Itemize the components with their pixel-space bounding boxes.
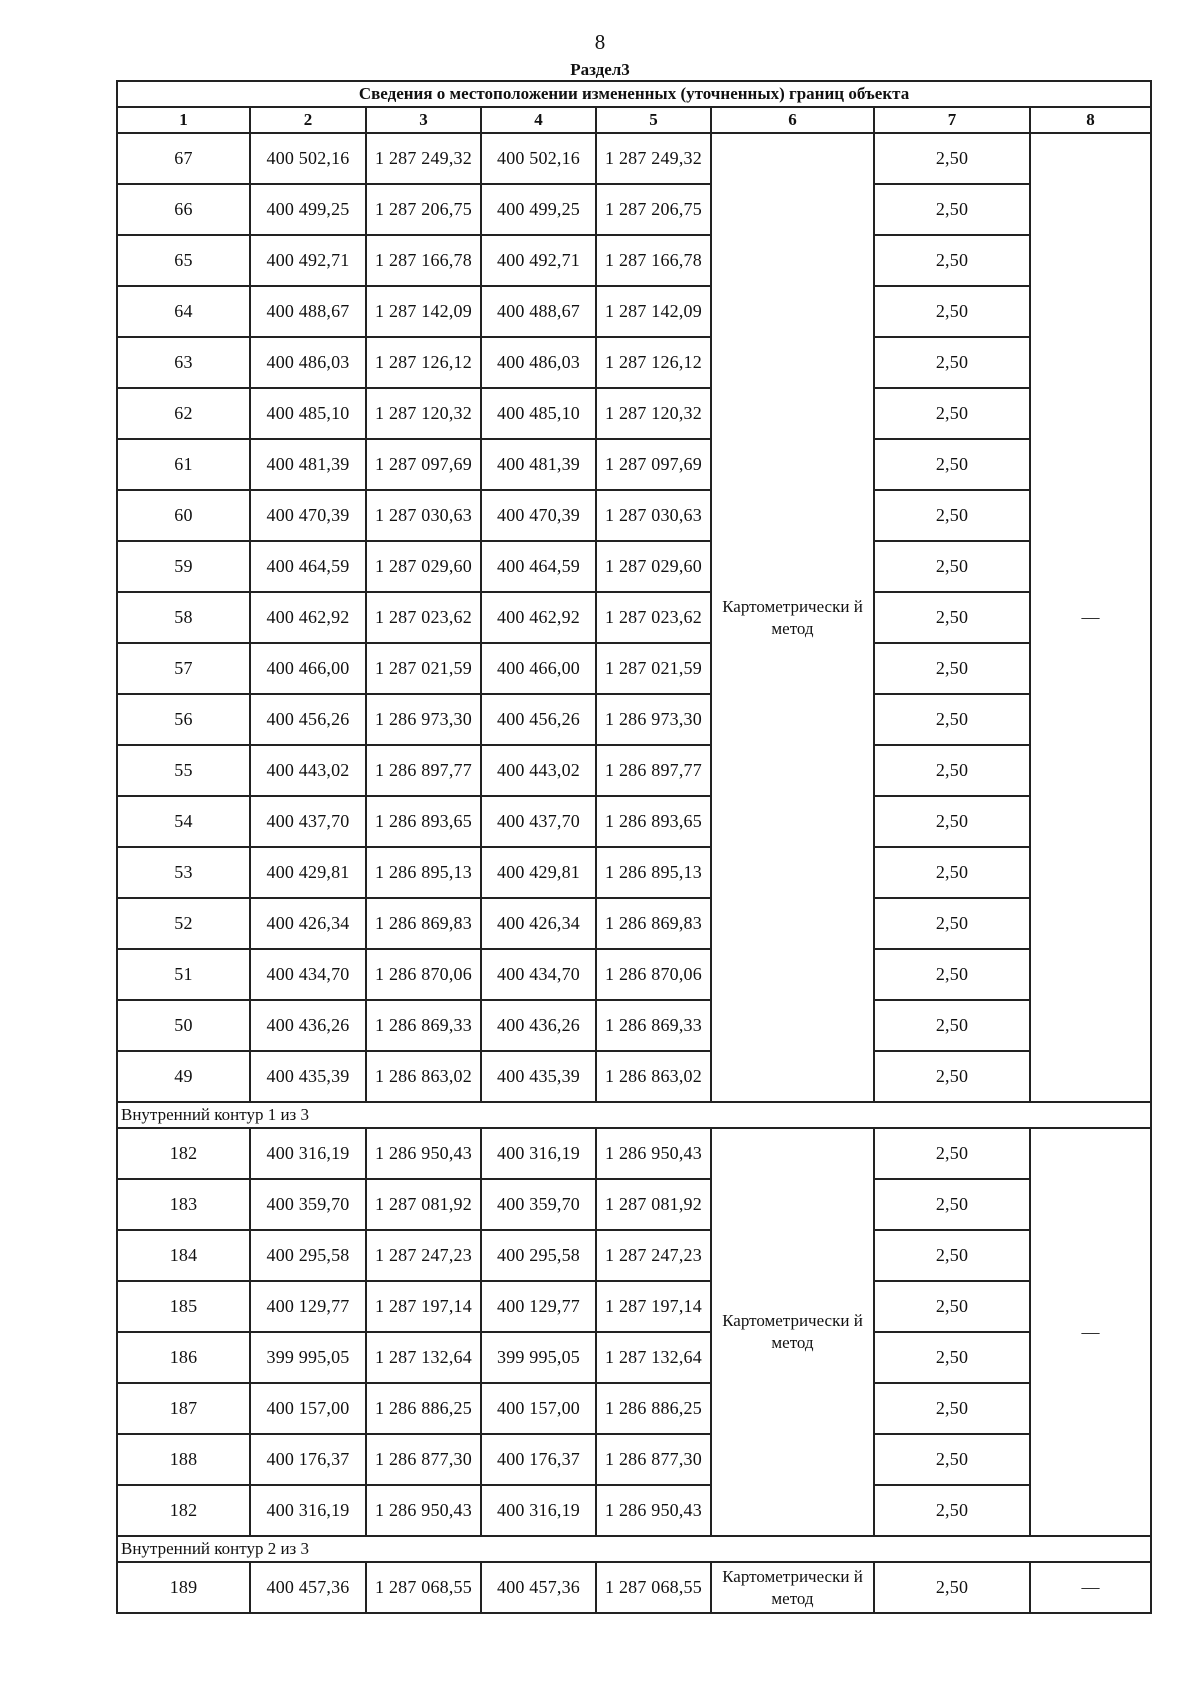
x-existing-cell: 400 316,19 — [250, 1128, 366, 1179]
x-existing-cell: 400 462,92 — [250, 592, 366, 643]
notes-cell: — — [1030, 133, 1151, 1102]
x-existing-cell: 400 443,02 — [250, 745, 366, 796]
y-refined-cell: 1 287 081,92 — [596, 1179, 711, 1230]
y-existing-cell: 1 287 126,12 — [366, 337, 481, 388]
column-header: 7 — [874, 107, 1030, 133]
accuracy-cell: 2,50 — [874, 694, 1030, 745]
section-title: Раздел3 — [570, 60, 630, 79]
y-existing-cell: 1 286 950,43 — [366, 1128, 481, 1179]
x-existing-cell: 400 466,00 — [250, 643, 366, 694]
accuracy-cell: 2,50 — [874, 949, 1030, 1000]
table-row — [117, 1383, 1151, 1434]
y-existing-cell: 1 287 166,78 — [366, 235, 481, 286]
x-existing-cell: 400 457,36 — [250, 1562, 366, 1613]
x-existing-cell: 400 456,26 — [250, 694, 366, 745]
column-header: 6 — [711, 107, 874, 133]
table-row — [117, 643, 1151, 694]
column-header: 3 — [366, 107, 481, 133]
accuracy-cell: 2,50 — [874, 286, 1030, 337]
y-existing-cell: 1 287 081,92 — [366, 1179, 481, 1230]
column-header: 4 — [481, 107, 596, 133]
accuracy-cell: 2,50 — [874, 388, 1030, 439]
contour-label: Внутренний контур 1 из 3 — [117, 1102, 1151, 1128]
x-refined-cell: 400 316,19 — [481, 1485, 596, 1536]
y-refined-cell: 1 287 068,55 — [596, 1562, 711, 1613]
point-number-cell: 189 — [117, 1562, 250, 1613]
x-refined-cell: 400 176,37 — [481, 1434, 596, 1485]
y-refined-cell: 1 287 249,32 — [596, 133, 711, 184]
x-refined-cell: 400 295,58 — [481, 1230, 596, 1281]
accuracy-cell: 2,50 — [874, 439, 1030, 490]
table-row — [117, 1051, 1151, 1102]
method-cell: Картометрически й метод — [711, 1128, 874, 1536]
y-existing-cell: 1 287 206,75 — [366, 184, 481, 235]
table-row — [117, 439, 1151, 490]
accuracy-cell: 2,50 — [874, 1281, 1030, 1332]
x-refined-cell: 400 359,70 — [481, 1179, 596, 1230]
x-refined-cell: 400 464,59 — [481, 541, 596, 592]
accuracy-cell: 2,50 — [874, 796, 1030, 847]
x-refined-cell: 400 426,34 — [481, 898, 596, 949]
y-existing-cell: 1 286 893,65 — [366, 796, 481, 847]
y-refined-cell: 1 287 126,12 — [596, 337, 711, 388]
point-number-cell: 52 — [117, 898, 250, 949]
table-row — [117, 796, 1151, 847]
y-existing-cell: 1 287 023,62 — [366, 592, 481, 643]
x-refined-cell: 400 435,39 — [481, 1051, 596, 1102]
x-existing-cell: 400 435,39 — [250, 1051, 366, 1102]
y-refined-cell: 1 286 895,13 — [596, 847, 711, 898]
point-number-cell: 188 — [117, 1434, 250, 1485]
table-row — [117, 184, 1151, 235]
point-number-cell: 186 — [117, 1332, 250, 1383]
table-row — [117, 745, 1151, 796]
column-header: 8 — [1030, 107, 1151, 133]
table-row — [117, 1332, 1151, 1383]
y-refined-cell: 1 287 120,32 — [596, 388, 711, 439]
x-refined-cell: 400 470,39 — [481, 490, 596, 541]
table-row — [117, 337, 1151, 388]
x-refined-cell: 400 486,03 — [481, 337, 596, 388]
page-number: 8 — [594, 30, 606, 54]
point-number-cell: 62 — [117, 388, 250, 439]
table-caption: Сведения о местоположении измененных (уточненных) границ объекта — [117, 81, 1151, 107]
y-existing-cell: 1 286 895,13 — [366, 847, 481, 898]
x-refined-cell: 400 502,16 — [481, 133, 596, 184]
x-existing-cell: 400 176,37 — [250, 1434, 366, 1485]
accuracy-cell: 2,50 — [874, 847, 1030, 898]
table-row — [117, 1179, 1151, 1230]
notes-cell: — — [1030, 1128, 1151, 1536]
x-refined-cell: 400 481,39 — [481, 439, 596, 490]
y-existing-cell: 1 286 897,77 — [366, 745, 481, 796]
table-row — [117, 388, 1151, 439]
x-refined-cell: 400 488,67 — [481, 286, 596, 337]
table-row — [117, 235, 1151, 286]
table-row — [117, 694, 1151, 745]
contour-label: Внутренний контур 2 из 3 — [117, 1536, 1151, 1562]
y-refined-cell: 1 286 950,43 — [596, 1485, 711, 1536]
x-existing-cell: 400 359,70 — [250, 1179, 366, 1230]
table-row — [117, 1485, 1151, 1536]
x-refined-cell: 400 499,25 — [481, 184, 596, 235]
x-existing-cell: 400 464,59 — [250, 541, 366, 592]
x-refined-cell: 400 466,00 — [481, 643, 596, 694]
y-refined-cell: 1 286 877,30 — [596, 1434, 711, 1485]
point-number-cell: 65 — [117, 235, 250, 286]
table-row — [117, 949, 1151, 1000]
x-refined-cell: 400 456,26 — [481, 694, 596, 745]
x-existing-cell: 400 434,70 — [250, 949, 366, 1000]
table-row — [117, 1230, 1151, 1281]
table-row — [117, 1562, 1151, 1613]
x-existing-cell: 400 429,81 — [250, 847, 366, 898]
point-number-cell: 54 — [117, 796, 250, 847]
x-refined-cell: 400 429,81 — [481, 847, 596, 898]
y-existing-cell: 1 286 950,43 — [366, 1485, 481, 1536]
accuracy-cell: 2,50 — [874, 898, 1030, 949]
x-refined-cell: 400 443,02 — [481, 745, 596, 796]
y-existing-cell: 1 286 863,02 — [366, 1051, 481, 1102]
x-refined-cell: 400 436,26 — [481, 1000, 596, 1051]
y-refined-cell: 1 287 029,60 — [596, 541, 711, 592]
accuracy-cell: 2,50 — [874, 1332, 1030, 1383]
x-existing-cell: 400 295,58 — [250, 1230, 366, 1281]
accuracy-cell: 2,50 — [874, 745, 1030, 796]
accuracy-cell: 2,50 — [874, 1230, 1030, 1281]
table-row — [117, 133, 1151, 184]
point-number-cell: 184 — [117, 1230, 250, 1281]
y-existing-cell: 1 286 973,30 — [366, 694, 481, 745]
point-number-cell: 60 — [117, 490, 250, 541]
point-number-cell: 56 — [117, 694, 250, 745]
x-existing-cell: 400 426,34 — [250, 898, 366, 949]
y-refined-cell: 1 286 893,65 — [596, 796, 711, 847]
table-caption-row — [117, 81, 1151, 107]
y-existing-cell: 1 287 030,63 — [366, 490, 481, 541]
y-existing-cell: 1 287 132,64 — [366, 1332, 481, 1383]
x-existing-cell: 400 492,71 — [250, 235, 366, 286]
y-existing-cell: 1 287 097,69 — [366, 439, 481, 490]
accuracy-cell: 2,50 — [874, 1128, 1030, 1179]
point-number-cell: 66 — [117, 184, 250, 235]
x-refined-cell: 400 492,71 — [481, 235, 596, 286]
point-number-cell: 53 — [117, 847, 250, 898]
y-refined-cell: 1 286 863,02 — [596, 1051, 711, 1102]
contour-label-row — [117, 1536, 1151, 1562]
point-number-cell: 63 — [117, 337, 250, 388]
y-existing-cell: 1 287 247,23 — [366, 1230, 481, 1281]
accuracy-cell: 2,50 — [874, 235, 1030, 286]
accuracy-cell: 2,50 — [874, 1562, 1030, 1613]
y-existing-cell: 1 286 869,33 — [366, 1000, 481, 1051]
x-existing-cell: 400 129,77 — [250, 1281, 366, 1332]
x-refined-cell: 400 462,92 — [481, 592, 596, 643]
table-row — [117, 490, 1151, 541]
x-refined-cell: 399 995,05 — [481, 1332, 596, 1383]
table-row — [117, 898, 1151, 949]
x-existing-cell: 400 157,00 — [250, 1383, 366, 1434]
x-refined-cell: 400 485,10 — [481, 388, 596, 439]
y-existing-cell: 1 287 068,55 — [366, 1562, 481, 1613]
column-header: 1 — [117, 107, 250, 133]
point-number-cell: 59 — [117, 541, 250, 592]
contour-label-row — [117, 1102, 1151, 1128]
column-header: 5 — [596, 107, 711, 133]
table-row — [117, 1281, 1151, 1332]
notes-cell: — — [1030, 1562, 1151, 1613]
table-row — [117, 592, 1151, 643]
accuracy-cell: 2,50 — [874, 184, 1030, 235]
table-row — [117, 1128, 1151, 1179]
column-header: 2 — [250, 107, 366, 133]
y-refined-cell: 1 286 869,83 — [596, 898, 711, 949]
y-refined-cell: 1 286 886,25 — [596, 1383, 711, 1434]
point-number-cell: 67 — [117, 133, 250, 184]
accuracy-cell: 2,50 — [874, 592, 1030, 643]
y-refined-cell: 1 286 950,43 — [596, 1128, 711, 1179]
point-number-cell: 49 — [117, 1051, 250, 1102]
y-refined-cell: 1 287 021,59 — [596, 643, 711, 694]
x-existing-cell: 400 499,25 — [250, 184, 366, 235]
y-refined-cell: 1 286 973,30 — [596, 694, 711, 745]
table-row — [117, 847, 1151, 898]
y-refined-cell: 1 286 869,33 — [596, 1000, 711, 1051]
x-refined-cell: 400 457,36 — [481, 1562, 596, 1613]
x-refined-cell: 400 316,19 — [481, 1128, 596, 1179]
point-number-cell: 61 — [117, 439, 250, 490]
point-number-cell: 57 — [117, 643, 250, 694]
table-body — [117, 81, 1151, 1613]
x-existing-cell: 400 436,26 — [250, 1000, 366, 1051]
y-existing-cell: 1 286 869,83 — [366, 898, 481, 949]
x-existing-cell: 400 486,03 — [250, 337, 366, 388]
y-existing-cell: 1 287 197,14 — [366, 1281, 481, 1332]
accuracy-cell: 2,50 — [874, 1434, 1030, 1485]
y-existing-cell: 1 287 142,09 — [366, 286, 481, 337]
accuracy-cell: 2,50 — [874, 1383, 1030, 1434]
y-refined-cell: 1 287 166,78 — [596, 235, 711, 286]
accuracy-cell: 2,50 — [874, 1051, 1030, 1102]
x-existing-cell: 400 470,39 — [250, 490, 366, 541]
point-number-cell: 187 — [117, 1383, 250, 1434]
table-row — [117, 1000, 1151, 1051]
table-row — [117, 286, 1151, 337]
point-number-cell: 58 — [117, 592, 250, 643]
x-existing-cell: 400 437,70 — [250, 796, 366, 847]
x-existing-cell: 400 485,10 — [250, 388, 366, 439]
x-refined-cell: 400 157,00 — [481, 1383, 596, 1434]
x-existing-cell: 400 481,39 — [250, 439, 366, 490]
table-row — [117, 541, 1151, 592]
y-existing-cell: 1 286 886,25 — [366, 1383, 481, 1434]
accuracy-cell: 2,50 — [874, 337, 1030, 388]
y-refined-cell: 1 287 247,23 — [596, 1230, 711, 1281]
point-number-cell: 64 — [117, 286, 250, 337]
y-refined-cell: 1 287 197,14 — [596, 1281, 711, 1332]
y-refined-cell: 1 286 870,06 — [596, 949, 711, 1000]
accuracy-cell: 2,50 — [874, 1179, 1030, 1230]
column-header-row — [117, 107, 1151, 133]
point-number-cell: 182 — [117, 1128, 250, 1179]
accuracy-cell: 2,50 — [874, 1485, 1030, 1536]
table-row — [117, 1434, 1151, 1485]
accuracy-cell: 2,50 — [874, 541, 1030, 592]
accuracy-cell: 2,50 — [874, 1000, 1030, 1051]
method-cell: Картометрически й метод — [711, 1562, 874, 1613]
y-refined-cell: 1 287 097,69 — [596, 439, 711, 490]
accuracy-cell: 2,50 — [874, 490, 1030, 541]
y-refined-cell: 1 287 132,64 — [596, 1332, 711, 1383]
y-existing-cell: 1 286 877,30 — [366, 1434, 481, 1485]
x-refined-cell: 400 129,77 — [481, 1281, 596, 1332]
method-cell: Картометрически й метод — [711, 133, 874, 1102]
y-existing-cell: 1 287 029,60 — [366, 541, 481, 592]
y-refined-cell: 1 287 142,09 — [596, 286, 711, 337]
y-refined-cell: 1 287 030,63 — [596, 490, 711, 541]
y-existing-cell: 1 287 120,32 — [366, 388, 481, 439]
y-existing-cell: 1 287 249,32 — [366, 133, 481, 184]
y-refined-cell: 1 287 023,62 — [596, 592, 711, 643]
x-refined-cell: 400 437,70 — [481, 796, 596, 847]
x-existing-cell: 400 502,16 — [250, 133, 366, 184]
point-number-cell: 50 — [117, 1000, 250, 1051]
point-number-cell: 55 — [117, 745, 250, 796]
y-refined-cell: 1 287 206,75 — [596, 184, 711, 235]
point-number-cell: 183 — [117, 1179, 250, 1230]
x-existing-cell: 400 316,19 — [250, 1485, 366, 1536]
x-existing-cell: 400 488,67 — [250, 286, 366, 337]
accuracy-cell: 2,50 — [874, 643, 1030, 694]
point-number-cell: 182 — [117, 1485, 250, 1536]
x-existing-cell: 399 995,05 — [250, 1332, 366, 1383]
point-number-cell: 51 — [117, 949, 250, 1000]
y-existing-cell: 1 287 021,59 — [366, 643, 481, 694]
y-existing-cell: 1 286 870,06 — [366, 949, 481, 1000]
boundary-coordinates-table — [116, 80, 1152, 1614]
y-refined-cell: 1 286 897,77 — [596, 745, 711, 796]
accuracy-cell: 2,50 — [874, 133, 1030, 184]
point-number-cell: 185 — [117, 1281, 250, 1332]
x-refined-cell: 400 434,70 — [481, 949, 596, 1000]
